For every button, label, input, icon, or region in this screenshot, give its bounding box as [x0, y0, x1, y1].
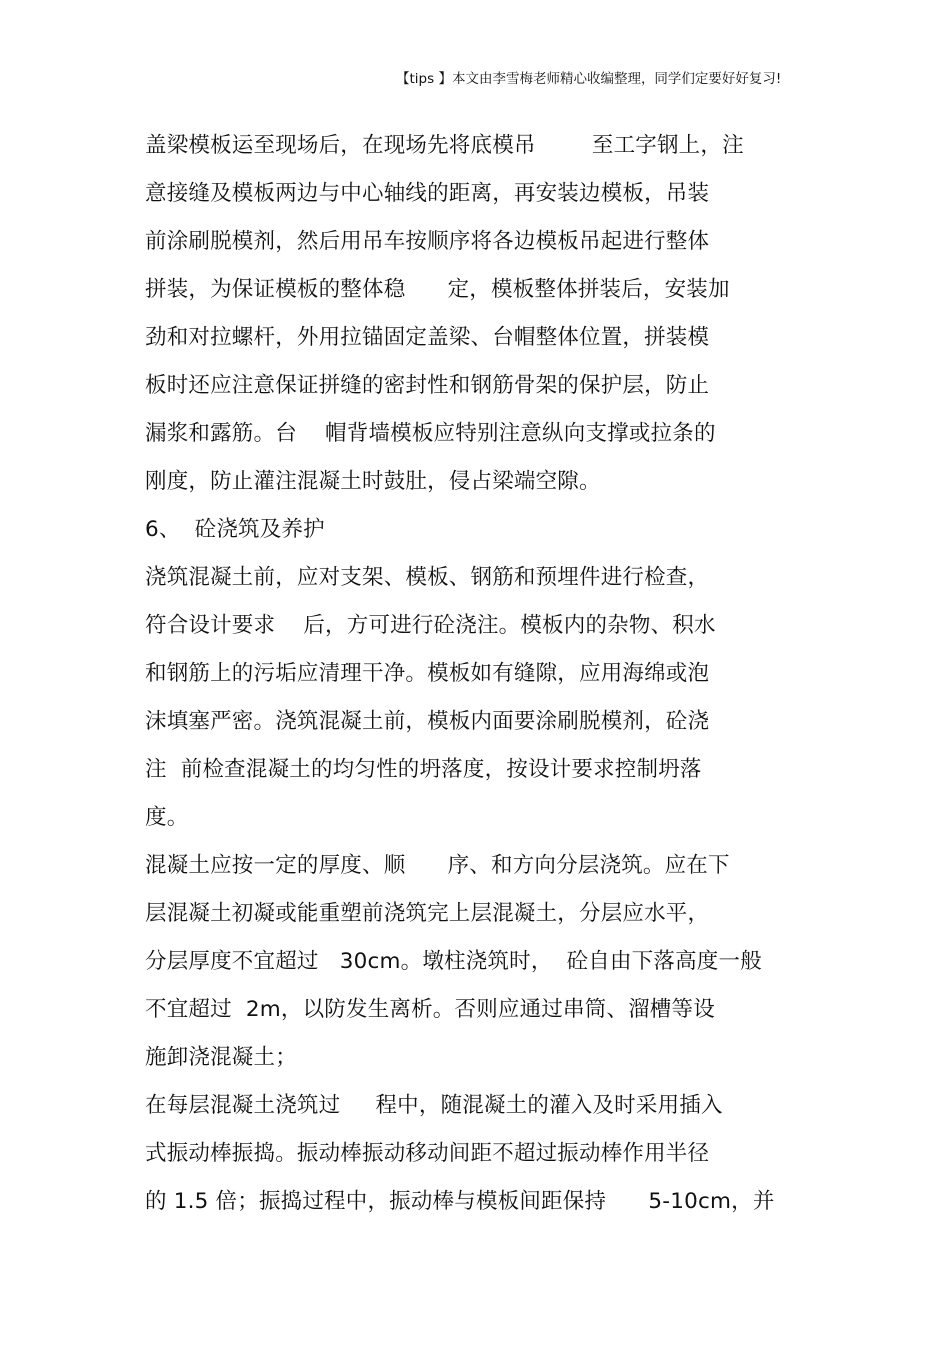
body-line: 沫填塞严密。浇筑混凝土前，模板内面要涂刷脱模剂，砼浇	[145, 709, 710, 734]
body-line: 施卸浇混凝土；	[145, 1045, 297, 1070]
body-line: 分层厚度不宜超过 30cm。墩柱浇筑时， 砼自由下落高度一般	[145, 949, 762, 974]
body-line: 拼装，为保证模板的整体稳 定，模板整体拼装后，安装加	[145, 277, 730, 302]
body-line: 的 1.5 倍；振捣过程中，振动棒与模板间距保持 5-10cm，并	[145, 1189, 775, 1214]
body-line: 度。	[145, 805, 189, 830]
body-line: 和钢筋上的污垢应清理干净。模板如有缝隙，应用海绵或泡	[145, 661, 710, 686]
body-line: 漏浆和露筋。台 帽背墙模板应特别注意纵向支撑或拉条的	[145, 421, 716, 446]
body-line: 意接缝及模板两边与中心轴线的距离，再安装边模板，吊装	[145, 181, 710, 206]
body-line: 不宜超过 2m，以防发生离析。否则应通过串筒、溜槽等设	[145, 997, 715, 1022]
header-note: 【tips 】本文由李雪梅老师精心收编整理，同学们定要好好复习!	[396, 71, 782, 87]
body-line: 板时还应注意保证拼缝的密封性和钢筋骨架的保护层，防止	[145, 373, 710, 398]
body-line: 刚度，防止灌注混凝土时鼓肚，侵占梁端空隙。	[145, 469, 601, 494]
body-line: 式振动棒振捣。振动棒振动移动间距不超过振动棒作用半径	[145, 1141, 710, 1166]
body-line: 在每层混凝土浇筑过 程中，随混凝土的灌入及时采用插入	[145, 1093, 723, 1118]
body-line: 盖梁模板运至现场后，在现场先将底模吊 至工字钢上，注	[145, 133, 744, 158]
body-line: 劲和对拉螺杆，外用拉锚固定盖梁、台帽整体位置，拼装模	[145, 325, 710, 350]
body-line: 浇筑混凝土前，应对支架、模板、钢筋和预埋件进行检查，	[145, 565, 710, 590]
body-line: 注 前检查混凝土的均匀性的坍落度，按设计要求控制坍落	[145, 757, 702, 782]
body-line: 混凝土应按一定的厚度、顺 序、和方向分层浇筑。应在下	[145, 853, 730, 878]
body-line: 层混凝土初凝或能重塑前浇筑完上层混凝土，分层应水平，	[145, 901, 710, 926]
section-heading: 6、 砼浇筑及养护	[145, 517, 325, 542]
body-line: 符合设计要求 后，方可进行砼浇注。模板内的杂物、积水	[145, 613, 716, 638]
body-line: 前涂刷脱模剂，然后用吊车按顺序将各边模板吊起进行整体	[145, 229, 710, 254]
